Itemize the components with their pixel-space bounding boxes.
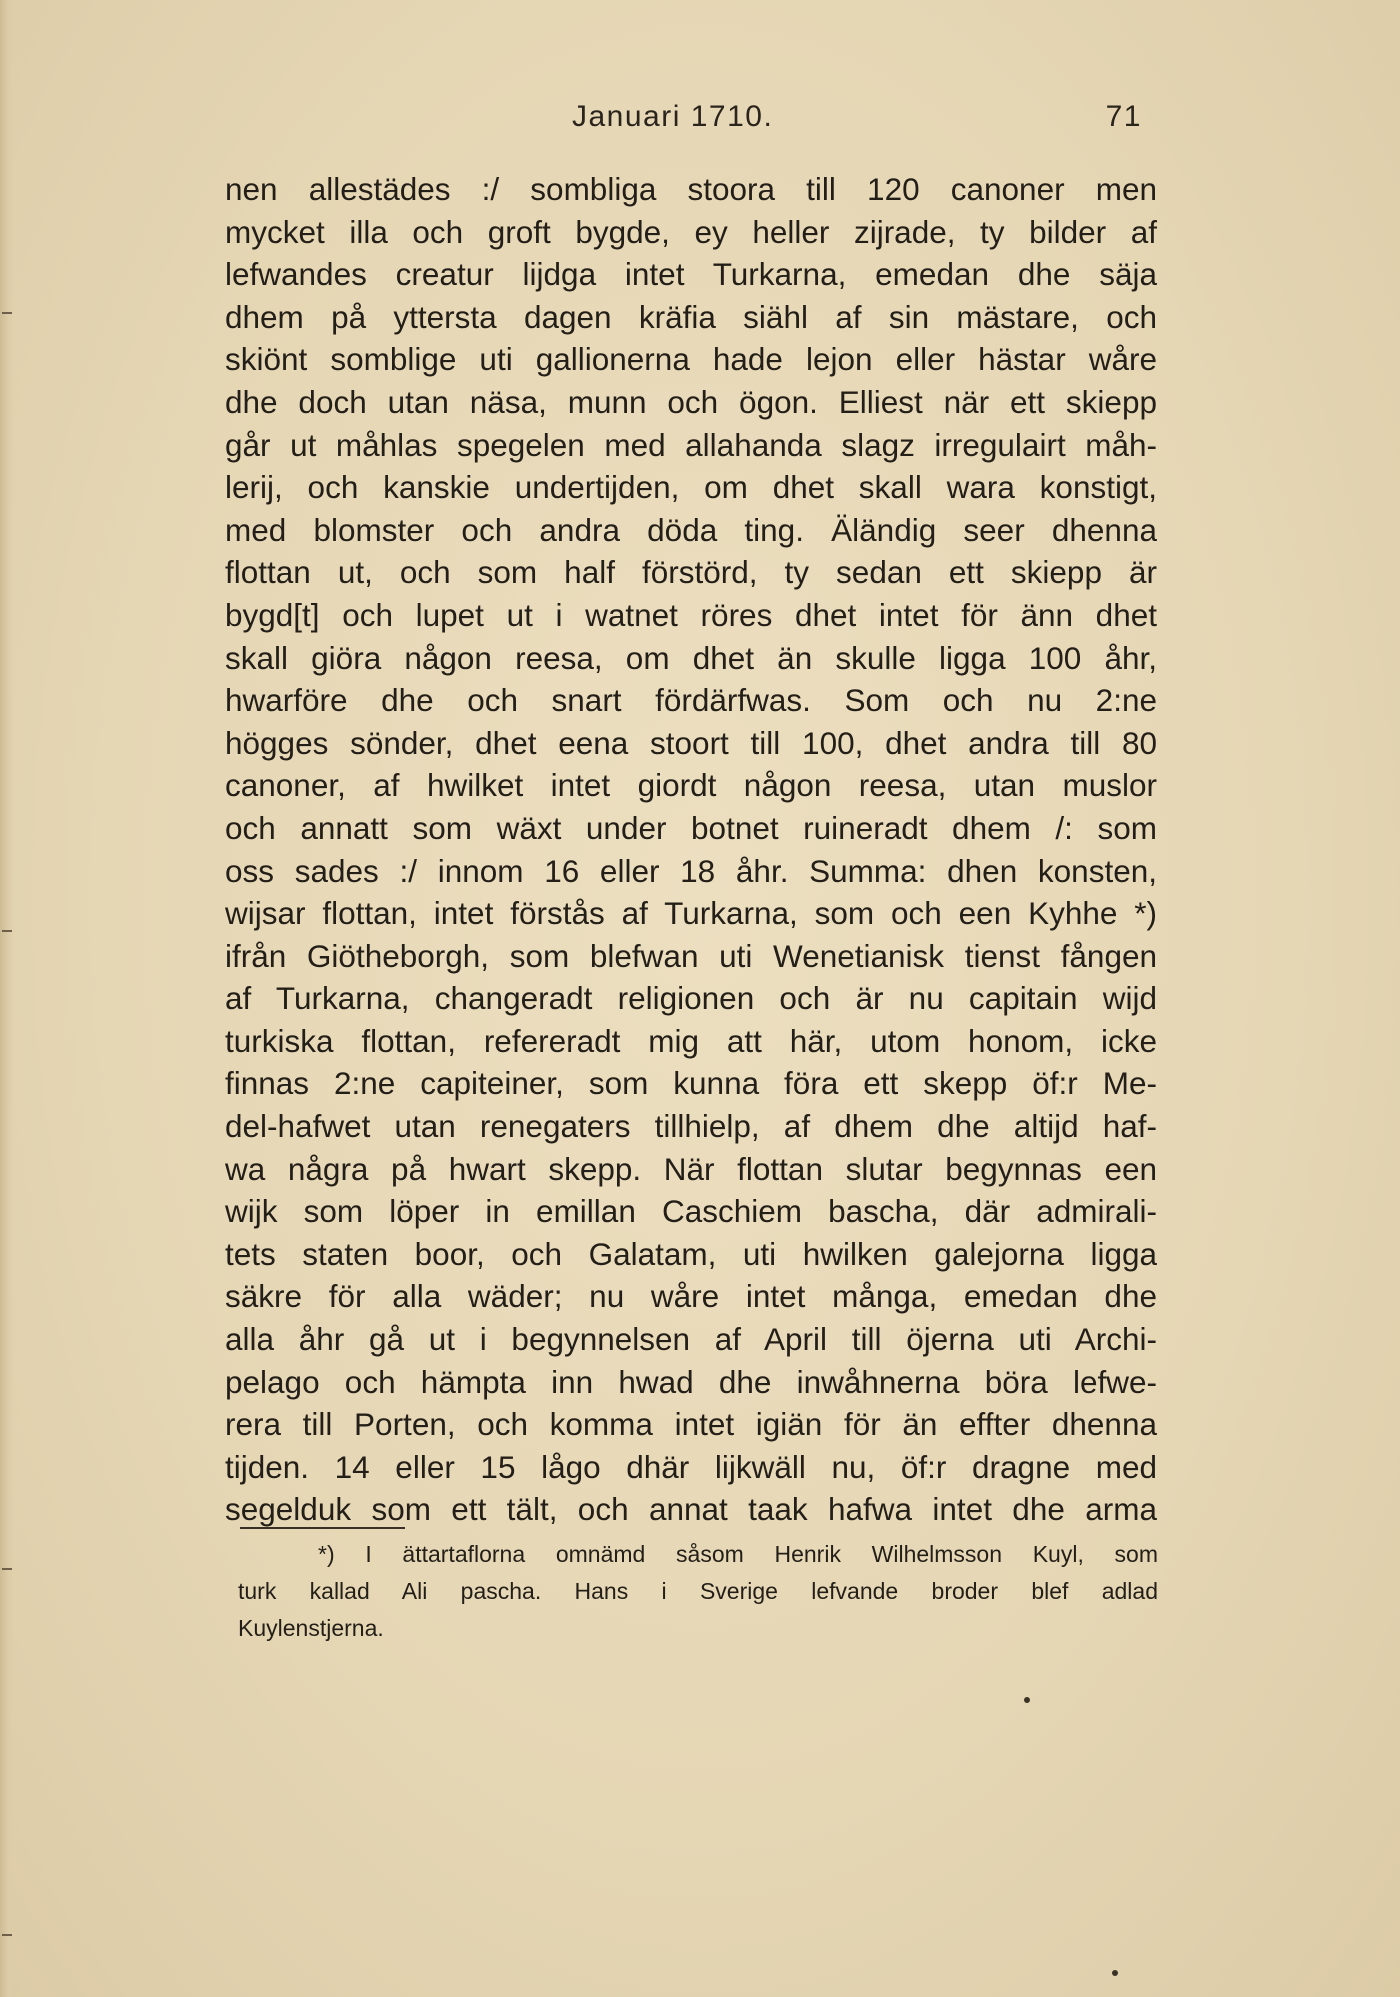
- text-line: af Turkarna, changeradt religionen och är nu capitain wijd: [225, 980, 1157, 1017]
- footnote-divider: [240, 1527, 405, 1529]
- paper-speck: [1024, 1697, 1030, 1703]
- text-line: hwarföre dhe och snart fördärfwas. Som och nu 2:ne: [225, 682, 1157, 719]
- text-line: med blomster och andra döda ting. Äländig seer dhenna: [225, 511, 1157, 548]
- text-line: flottan ut, och som half förstörd, ty sedan ett skiepp är: [225, 554, 1157, 591]
- footnote-line: turk kallad Ali pascha. Hans i Sverige lefvande broder blef adlad: [238, 1578, 1158, 1604]
- edge-mark: [2, 1934, 12, 1936]
- edge-mark: [2, 1568, 12, 1570]
- footnote-line: *) I ättartaflorna omnämd såsom Henrik Wilhelmsson Kuyl, som: [318, 1541, 1158, 1567]
- text-line: canoner, af hwilket intet giordt någon reesa, utan muslor: [225, 767, 1157, 804]
- text-line: mycket illa och groft bygde, ey heller zijrade, ty bilder af: [225, 213, 1157, 250]
- body-text: [225, 168, 1157, 1531]
- text-line: bygd[t] och lupet ut i watnet röres dhet intet för änn dhet: [225, 596, 1157, 633]
- text-line: lefwandes creatur lijdga intet Turkarna, emedan dhe säja: [225, 256, 1157, 293]
- footnote: [238, 1536, 1158, 1647]
- edge-mark: [2, 930, 12, 932]
- text-line: säkre för alla wäder; nu wåre intet många, emedan dhe: [225, 1278, 1157, 1315]
- text-line: går ut måhlas spegelen med allahanda slagz irregulairt måh-: [225, 426, 1157, 463]
- text-line: dhem på yttersta dagen kräfia siähl af sin mästare, och: [225, 298, 1157, 335]
- text-line: oss sades :/ innom 16 eller 18 åhr. Summa: dhen konsten,: [225, 852, 1157, 889]
- text-line: finnas 2:ne capiteiner, som kunna föra ett skepp öf:r Me-: [225, 1065, 1157, 1102]
- text-line: rera till Porten, och komma intet igiän för än effter dhenna: [225, 1406, 1157, 1443]
- text-line: nen allestädes :/ sombliga stoora till 120 canoner men: [225, 171, 1157, 207]
- edge-mark: [2, 312, 12, 314]
- running-title: Januari 1710.: [572, 100, 774, 133]
- text-line: wijsar flottan, intet förstås af Turkarna, som och een Kyhhe *): [225, 895, 1157, 932]
- text-line: tijden. 14 eller 15 lågo dhär lijkwäll nu, öf:r dragne med: [225, 1448, 1157, 1485]
- text-line: dhe doch utan näsa, munn och ögon. Elliest när ett skiepp: [225, 383, 1157, 420]
- text-line: högges sönder, dhet eena stoort till 100, dhet andra till 80: [225, 724, 1157, 761]
- text-line: skall giöra någon reesa, om dhet än skulle ligga 100 åhr,: [225, 639, 1157, 676]
- text-line: segelduk som ett tält, och annat taak hafwa intet dhe arma: [225, 1491, 1157, 1528]
- page-number: 71: [1105, 100, 1142, 133]
- page-binding-edge: [0, 0, 14, 1997]
- text-line: och annatt som wäxt under botnet ruineradt dhem /: som: [225, 809, 1157, 846]
- footnote-line: Kuylenstjerna.: [238, 1615, 384, 1641]
- text-line: ifrån Giötheborgh, som blefwan uti Wenetianisk tienst fången: [225, 937, 1157, 974]
- running-header: [232, 100, 1142, 140]
- text-line: wijk som löper in emillan Caschiem bascha, där admirali-: [225, 1193, 1157, 1230]
- text-line: skiönt somblige uti gallionerna hade lejon eller hästar wåre: [225, 341, 1157, 378]
- text-line: tets staten boor, och Galatam, uti hwilken galejorna ligga: [225, 1235, 1157, 1272]
- paper-speck: [1112, 1970, 1118, 1976]
- text-line: alla åhr gå ut i begynnelsen af April till öjerna uti Archi-: [225, 1321, 1157, 1358]
- text-line: pelago och hämpta inn hwad dhe inwåhnerna böra lefwe-: [225, 1363, 1157, 1400]
- text-line: lerij, och kanskie undertijden, om dhet skall wara konstigt,: [225, 469, 1157, 506]
- text-line: turkiska flottan, refereradt mig att här, utom honom, icke: [225, 1022, 1157, 1059]
- text-line: wa några på hwart skepp. När flottan slutar begynnas een: [225, 1150, 1157, 1187]
- text-line: del-hafwet utan renegaters tillhielp, af dhem dhe altijd haf-: [225, 1108, 1157, 1145]
